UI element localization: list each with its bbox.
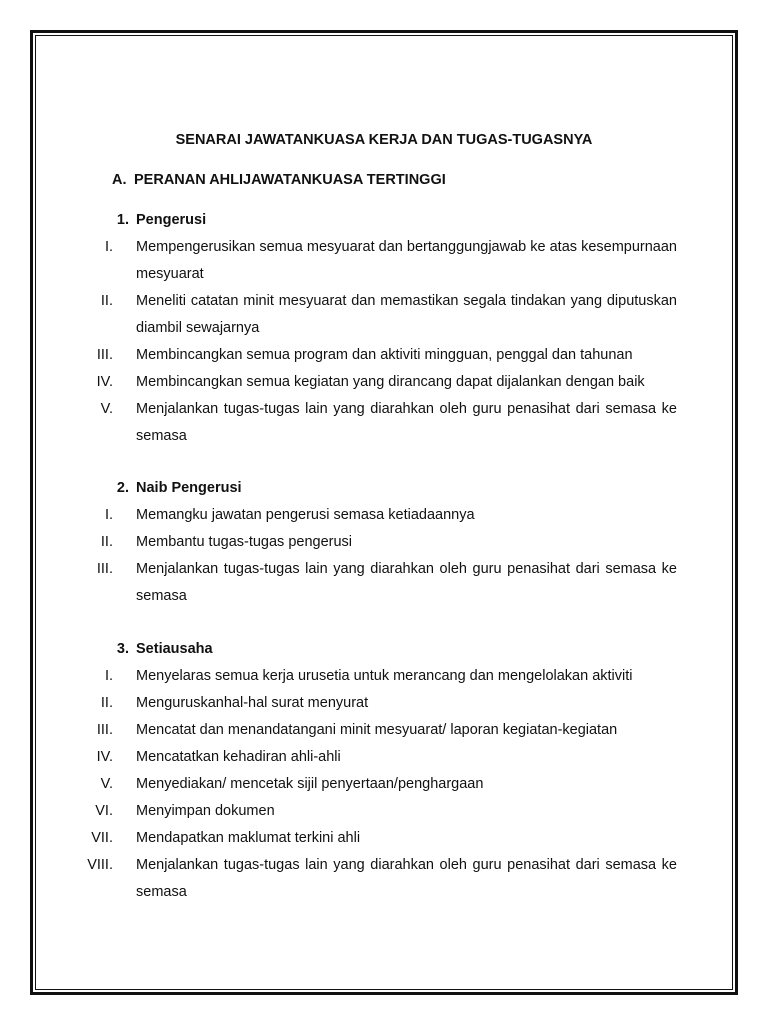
duty-text: Menyelaras semua kerja urusetia untuk merancang dan mengelolakan aktiviti	[136, 668, 633, 684]
section-heading	[112, 172, 446, 188]
duty-numeral: VII.	[91, 830, 113, 846]
duty-item	[0, 825, 768, 852]
duty-item	[0, 288, 768, 342]
duty-item	[0, 556, 768, 610]
duty-text: Menyediakan/ mencetak sijil penyertaan/penghargaan	[136, 776, 484, 792]
role-number: 3.	[116, 641, 129, 657]
role-heading	[0, 207, 768, 234]
duty-text: Mencatatkan kehadiran ahli-ahli	[136, 749, 341, 765]
duty-item	[0, 771, 768, 798]
duty-numeral: VI.	[95, 803, 113, 819]
duty-text: Meneliti catatan minit mesyuarat dan memastikan segala tindakan yang diputuskan diambil sewajarnya	[136, 293, 677, 336]
section-title: PERANAN AHLIJAWATANKUASA TERTINGGI	[134, 172, 446, 188]
duty-text: Menguruskanhal-hal surat menyurat	[136, 695, 369, 711]
duty-item	[0, 369, 768, 396]
duty-item	[0, 663, 768, 690]
role-setiausaha	[0, 636, 768, 906]
duty-text: Mempengerusikan semua mesyuarat dan bertanggungjawab ke atas kesempurnaan mesyuarat	[136, 239, 677, 282]
document-title: SENARAI JAWATANKUASA KERJA DAN TUGAS-TUGASNYA	[175, 132, 593, 148]
duty-numeral: I.	[104, 507, 113, 523]
duty-numeral: IV.	[96, 374, 113, 390]
duty-item	[0, 234, 768, 288]
duty-item	[0, 798, 768, 825]
duty-numeral: I.	[104, 239, 113, 255]
duty-item	[0, 744, 768, 771]
role-pengerusi	[0, 207, 768, 450]
role-naib-pengerusi	[0, 475, 768, 610]
duty-item	[0, 396, 768, 450]
duty-text: Mendapatkan maklumat terkini ahli	[136, 830, 361, 846]
duty-text: Mencatat dan menandatangani minit mesyuarat/ laporan kegiatan-kegiatan	[136, 722, 618, 738]
duty-numeral: V.	[100, 776, 113, 792]
role-number: 1.	[116, 212, 129, 228]
role-name: Pengerusi	[136, 212, 207, 228]
duty-numeral: II.	[100, 534, 113, 550]
role-heading	[0, 636, 768, 663]
duty-item	[0, 529, 768, 556]
duty-item	[0, 690, 768, 717]
duty-item	[0, 852, 768, 906]
duty-text: Menjalankan tugas-tugas lain yang diarahkan oleh guru penasihat dari semasa ke semasa	[136, 857, 677, 900]
duty-numeral: III.	[96, 561, 113, 577]
duty-item	[0, 502, 768, 529]
duty-text: Menjalankan tugas-tugas lain yang diarahkan oleh guru penasihat dari semasa ke semasa	[136, 561, 677, 604]
duty-numeral: I.	[104, 668, 113, 684]
section-letter: A.	[112, 172, 127, 188]
duty-numeral: IV.	[96, 749, 113, 765]
duty-numeral: II.	[100, 293, 113, 309]
duty-text: Menyimpan dokumen	[136, 803, 275, 819]
duty-text: Membincangkan semua kegiatan yang dirancang dapat dijalankan dengan baik	[136, 374, 645, 390]
duty-numeral: III.	[96, 722, 113, 738]
duty-text: Membantu tugas-tugas pengerusi	[136, 534, 353, 550]
role-heading	[0, 475, 768, 502]
duty-text: Membincangkan semua program dan aktiviti mingguan, penggal dan tahunan	[136, 347, 633, 363]
role-name: Naib Pengerusi	[136, 480, 242, 496]
duty-numeral: VIII.	[87, 857, 113, 873]
role-number: 2.	[116, 480, 129, 496]
role-name: Setiausaha	[136, 641, 213, 657]
duty-text: Menjalankan tugas-tugas lain yang diarahkan oleh guru penasihat dari semasa ke semasa	[136, 401, 677, 444]
duty-numeral: V.	[100, 401, 113, 417]
duty-numeral: II.	[100, 695, 113, 711]
duty-numeral: III.	[96, 347, 113, 363]
duty-text: Memangku jawatan pengerusi semasa ketiadaannya	[136, 507, 475, 523]
duty-item	[0, 717, 768, 744]
duty-item	[0, 342, 768, 369]
